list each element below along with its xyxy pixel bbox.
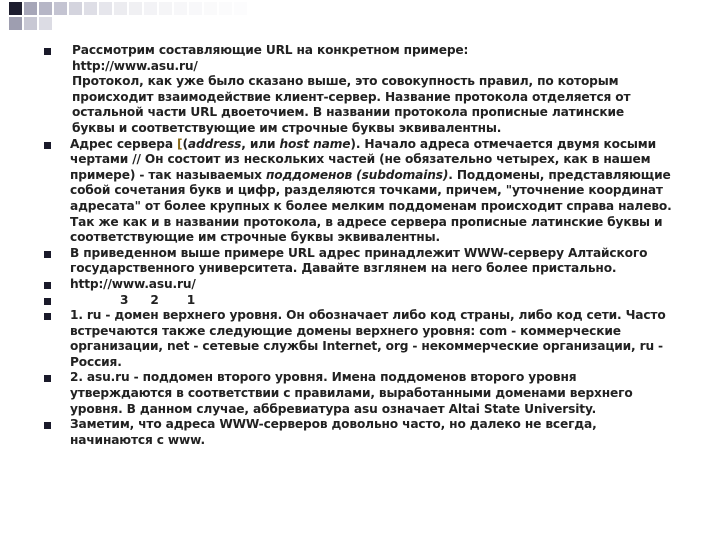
level-number-3: 3 <box>120 292 129 307</box>
deco-square <box>204 2 217 15</box>
list-item <box>44 308 704 370</box>
deco-square <box>9 17 22 30</box>
url-text: http://www.asu.ru/ <box>72 58 198 73</box>
slide-content <box>44 43 704 448</box>
text-line: Россия. <box>70 354 122 369</box>
text-line: адресата" от более крупных к более мелким поддоменам происходит справа налево. <box>70 198 672 213</box>
deco-square <box>114 2 127 15</box>
deco-square <box>39 2 52 15</box>
deco-square <box>24 17 37 30</box>
text-line: начинаются с www. <box>70 432 205 447</box>
bullet-icon <box>44 251 51 258</box>
text-line: 1. ru - домен верхнего уровня. Он обозначает либо код страны, либо код сети. Часто <box>70 308 666 323</box>
level-number-1: 1 <box>186 292 196 307</box>
list-item <box>44 370 704 417</box>
deco-square <box>144 2 157 15</box>
list-item <box>44 43 704 137</box>
text-line <box>70 168 704 184</box>
deco-square <box>69 2 82 15</box>
text-line: собой сочетания букв и цифр, разделяются точками, причем, "уточнение координат <box>70 183 663 198</box>
url-text: http://www.asu.ru/ <box>70 276 196 291</box>
text-line: происходит взаимодействие клиент-сервер. Название протокола отделяется от <box>72 89 631 104</box>
text-line: Заметим, что адреса WWW-серверов довольно часто, но далеко не всегда, <box>70 417 597 432</box>
text-span: Адрес сервера <box>70 136 178 151</box>
deco-square <box>189 2 202 15</box>
text-line: соответствующие им строчные буквы эквивалентны. <box>70 230 440 245</box>
text-span: ). Начало адреса отмечается двумя косыми <box>350 136 656 151</box>
text-line: Так же как и в названии протокола, в адресе сервера прописные латинские буквы и <box>70 214 663 229</box>
text-line: уровня. В данном случае, аббревиатура asu означает Altai State University. <box>70 401 597 416</box>
text-line: встречаются также следующие домены верхнего уровня: com - коммерческие <box>70 323 621 338</box>
list-item <box>44 137 704 246</box>
deco-square <box>99 2 112 15</box>
text-line: Рассмотрим составляющие URL на конкретном примере: <box>72 43 469 57</box>
term-subdomains-en: (subdomains) <box>356 167 449 182</box>
deco-square <box>219 2 232 15</box>
text-line: буквы и соответствующие им строчные буквы эквивалентны. <box>72 120 502 135</box>
bracket-mark: [ <box>177 136 183 151</box>
text-span: , или <box>241 136 280 151</box>
bullet-icon <box>44 48 51 55</box>
deco-square <box>54 2 67 15</box>
text-span: . Поддомены, представляющие <box>448 167 671 182</box>
text-span: примере) - так называемых <box>70 167 266 182</box>
deco-square <box>129 2 142 15</box>
deco-square <box>9 2 22 15</box>
bullet-icon <box>44 375 51 382</box>
text-line: В приведенном выше примере URL адрес принадлежит WWW-серверу Алтайского <box>70 245 648 260</box>
text-line: 2. asu.ru - поддомен второго уровня. Имена поддоменов второго уровня <box>70 370 577 385</box>
term-host-name: host name <box>279 136 351 151</box>
text-line <box>70 137 704 153</box>
deco-square <box>24 2 37 15</box>
bullet-icon <box>44 298 51 305</box>
bullet-icon <box>44 422 51 429</box>
text-line: Протокол, как уже было сказано выше, это совокупность правил, по которым <box>72 74 619 89</box>
deco-square <box>84 2 97 15</box>
term-subdomains: поддоменов <box>265 167 353 182</box>
text-span: ( <box>182 136 188 151</box>
text-line: остальной части URL двоеточием. В названии протокола прописные латинские <box>72 105 624 120</box>
deco-square <box>234 2 247 15</box>
list-item <box>44 293 704 309</box>
list-item <box>44 246 704 277</box>
decorative-squares <box>0 0 720 40</box>
deco-square <box>159 2 172 15</box>
text-line: государственного университета. Давайте взглянем на него более пристально. <box>70 261 617 276</box>
deco-square <box>174 2 187 15</box>
text-line: утверждаются в соответствии с правилами, выработанными доменами верхнего <box>70 386 633 401</box>
list-item <box>44 417 704 448</box>
list-item <box>44 277 704 293</box>
text-line: чертами // Он состоит из нескольких частей (не обязательно четырех, как в нашем <box>70 152 651 167</box>
bullet-icon <box>44 282 51 289</box>
bullet-icon <box>44 142 51 149</box>
bullet-icon <box>44 313 51 320</box>
term-address: address <box>187 136 242 151</box>
deco-square <box>39 17 52 30</box>
text-line: организации, net - сетевые службы Internet, org - некоммерческие организации, ru - <box>70 339 663 354</box>
level-number-2: 2 <box>150 292 159 307</box>
domain-level-numbers <box>70 293 704 309</box>
